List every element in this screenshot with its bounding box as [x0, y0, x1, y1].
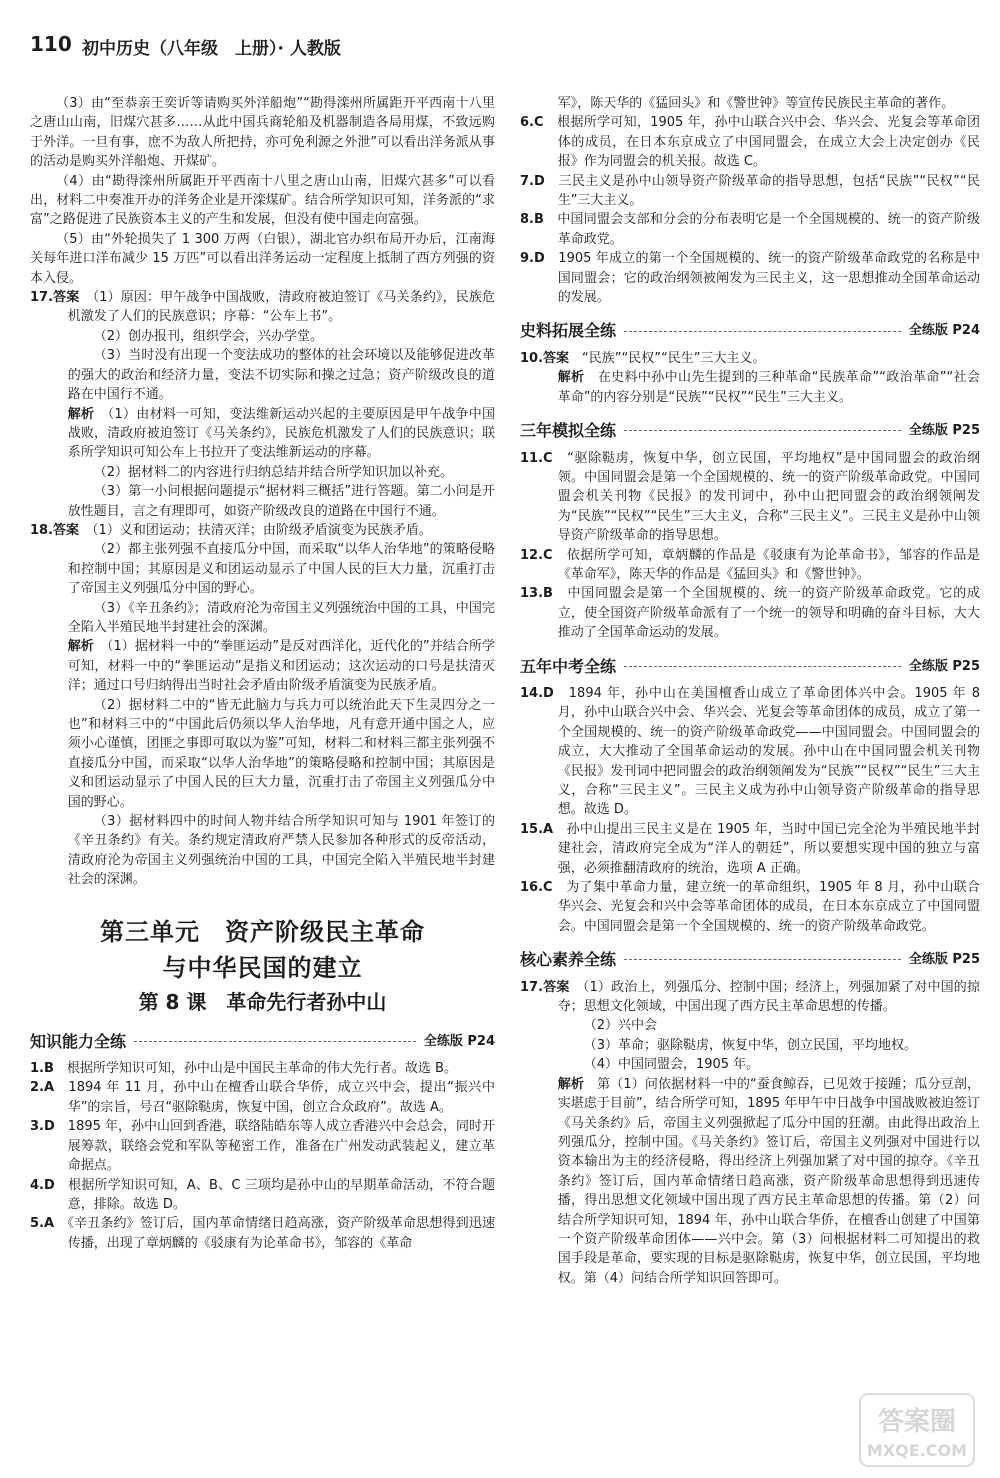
q18-exp-1: （1）据材料一中的“拳匪运动”是反对西洋化，近代化的”并结合所学可知，材料一中的“拳匪运动”是指义和团运动；这次运动的口号是扶清灭洋；通过口号归纳得出当时社会矛盾由阶级矛盾演变为民族矛盾。 — [67, 639, 495, 694]
q18-answer-1: （1）义和团运动；扶清灭洋；由阶级矛盾演变为民族矛盾。 — [92, 522, 432, 538]
item-13-num: 13.B — [520, 586, 553, 602]
item-10-text: “民族”“民权”“民生”三大主义。 — [582, 350, 766, 366]
item-4 — [30, 1176, 495, 1215]
question-17 — [30, 288, 495, 327]
answer-16-part3: （3）由“至恭亲王奕䜣等请购买外洋船炮”“勘得滦州所属距开平西南十八里之唐山山南，旧煤穴甚多……从此中国兵商轮船及机器制造各局用煤，不致远购于外洋。一旦有事，庶不为敌人所把持，亦可免利源之外泄”可以看出洋务派从事的活动是购买外洋船炮、开煤矿。 — [30, 96, 495, 170]
item-9-text: 1905 年成立的第一个全国规模的、统一的资产阶级革命政党的名称是中国同盟会；它的政治纲领被阐发为三民主义，这一思想推动全国革命运动的发展。 — [557, 251, 980, 306]
item-6-text: 根据所学可知，1905 年，孙中山联合兴中会、华兴会、光复会等革命团体的成员，在日本东京成立了中国同盟会，在成立大会上决定创办《民报》作为同盟会的机关报。故选 C。 — [557, 115, 980, 170]
item-10-num: 10.答案 — [520, 350, 570, 366]
item-1-num: 1.B — [30, 1061, 54, 1077]
item-9 — [520, 249, 980, 307]
item-13-text: 中国同盟会是第一个全国规模的、统一的资产阶级革命政党。它的成立，使全国资产阶级革命派有了一个统一的领导和明确的奋斗目标，大大推动了全国革命运动的发展。 — [557, 586, 980, 641]
question-18 — [30, 521, 495, 540]
item-8 — [520, 210, 980, 249]
q18-exp-label: 解析 — [67, 639, 94, 655]
section-core-title: 核心素养全练 — [520, 950, 617, 970]
item-14 — [520, 684, 980, 820]
section-knowledge — [30, 1032, 495, 1051]
left-column — [30, 94, 495, 1439]
q17-explanation — [30, 405, 495, 463]
section-core-ref: 全练版 P25 — [908, 952, 980, 968]
item-14-num: 14.D — [520, 685, 554, 701]
item-9-num: 9.D — [520, 251, 545, 267]
q18-exp-2: （2）据材料二中的“皆无此脑力与兵力可以统治此天下生灵四分之一也”和材料三中的“中国此后仍须以华人治华地，凡有意开通中国之人，应须小心谨慎，团匪之事即可取以为鉴”可知，材料二和材料三都主张列强不直接瓜分中国，而采取“以华人治华地”的策略侵略和控制中国；其原因是义和团运动显示了中国人民的巨大力量，沉重打击了帝国主义列强瓜分中国的野心。 — [67, 697, 495, 810]
item-2-num: 2.A — [30, 1080, 55, 1096]
section-knowledge-title: 知识能力全练 — [30, 1031, 127, 1051]
item-15-num: 15.A — [520, 821, 554, 837]
q17-exp-3: （3）第一小问根据问题提示“据材料三概括”进行答题。第二小问是开放性题目，言之有理即可，如资产阶级改良的道路在中国行不通。 — [67, 484, 495, 519]
item-10-exp: 在史料中孙中山先生提到的三种革命“民族革命”“政治革命”“社会革命”的内容分别是“民族”“民权”“民生”三大主义。 — [557, 370, 980, 405]
item-12 — [520, 546, 980, 585]
item-6-num: 6.C — [520, 115, 544, 131]
item-3-num: 3.D — [30, 1119, 55, 1135]
item-16-num: 16.C — [520, 880, 553, 896]
item-12-text: 依据所学可知，章炳麟的作品是《驳康有为论革命书》，邹容的作品是《革命军》，陈天华的作品是《猛回头》和《警世钟》。 — [557, 547, 980, 582]
watermark-logo — [858, 1392, 976, 1468]
item-13 — [520, 584, 980, 642]
item-4-num: 4.D — [30, 1177, 55, 1193]
q18-answer-3: （3）《辛丑条约》；清政府沦为帝国主义列强统治中国的工具，中国完全陷入半殖民地半封建社会的深渊。 — [67, 600, 495, 635]
book-title: 初中历史（八年级 上册）· 人教版 — [82, 39, 341, 59]
section-knowledge-ref: 全练版 P24 — [423, 1033, 495, 1049]
section-divider — [624, 430, 901, 431]
section-divider — [134, 1041, 416, 1042]
q17-answer-1: （1）原因：甲午战争中国战败，清政府被迫签订《马关条约》，民族危机激发了人们的民族意识；序幕：“公车上书”。 — [67, 290, 495, 325]
q17-answer-2: （2）创办报刊，组织学会，兴办学堂。 — [93, 328, 323, 344]
section-divider — [624, 331, 901, 332]
section-three-year-title: 三年模拟全练 — [520, 421, 617, 441]
section-sources — [520, 321, 980, 340]
item-15-text: 孙中山提出三民主义是在 1905 年，当时中国已完全沦为半殖民地半封建社会，清政府完全成为“洋人的朝廷”，所以要想实现中国的独立与富强，必须推翻清政府的统治，选项 A 正确。 — [557, 821, 980, 876]
item-11-num: 11.C — [520, 450, 553, 466]
section-five-year-title: 五年中考全练 — [520, 656, 617, 676]
item-5-continued: 军》，陈天华的《猛回头》和《警世钟》等宣传民族民主革命的著作。 — [557, 96, 955, 111]
item-10 — [520, 349, 980, 368]
section-five-year — [520, 657, 980, 676]
item-2-text: 1894 年 11 月，孙中山在檀香山联合华侨，成立兴中会，提出“振兴中华”的宗旨，号召“驱除鞑虏，恢复中国，创立合众政府”。故选 A。 — [67, 1080, 495, 1115]
q17-exp-2: （2）据材料二的内容进行归纳总结并结合所学知识加以补充。 — [93, 464, 453, 480]
item-15 — [520, 820, 980, 878]
watermark-text-2: MXQE.COM — [866, 1441, 968, 1460]
q17-number: 17.答案 — [30, 290, 80, 306]
q17-exp-label: 解析 — [67, 406, 95, 422]
item-7 — [520, 172, 980, 211]
unit-title-line1: 第三单元 资产阶级民主革命 — [100, 917, 425, 946]
core-q17-num: 17.答案 — [520, 979, 570, 995]
answer-16-part5: （5）由“外轮损失了 1 300 万两（白银），湖北官办织布局开办后，江南海关每年进口洋布减少 15 万匹”可以看出洋务运动一定程度上抵制了西方列强的资本入侵。 — [30, 231, 495, 286]
item-16-text: 为了集中革命力量，建立统一的革命组织，1905 年 8 月，孙中山联合华兴会、光复会和兴中会等革命团体的成员，在日本东京成立了中国同盟会。中国同盟会是第一个全国规模的、统一的资产阶级革命政党。 — [557, 880, 980, 934]
item-1 — [30, 1059, 495, 1078]
item-3 — [30, 1117, 495, 1175]
unit-title — [30, 914, 495, 986]
page-number: 110 — [30, 32, 72, 56]
item-5-num: 5.A — [30, 1216, 55, 1232]
section-sources-ref: 全练版 P24 — [908, 323, 980, 339]
section-three-year-ref: 全练版 P25 — [908, 423, 980, 439]
core-q17-answer-1: （1）政治上，列强瓜分、控制中国；经济上，列强加紧了对中国的掠夺；思想文化领域，中国出现了西方民主革命思想的传播。 — [557, 979, 980, 1015]
section-divider — [624, 666, 901, 667]
q18-answer-2: （2）都主张列强不直接瓜分中国，而采取“以华人治华地”的策略侵略和控制中国；其原因是义和团运动显示了中国人民的巨大力量，沉重打击了帝国主义列强瓜分中国的野心。 — [67, 542, 495, 597]
item-7-text: 三民主义是孙中山领导资产阶级革命的指导思想，包括“民族”“民权”“民生”三大主义。 — [557, 173, 980, 209]
item-4-text: 根据所学知识可知，A、B、C 三项均是孙中山的早期革命活动，不符合题意，排除。故选 D。 — [67, 1177, 495, 1212]
item-6 — [520, 113, 980, 171]
section-sources-title: 史料拓展全练 — [520, 321, 617, 341]
item-16 — [520, 878, 980, 936]
item-14-text: 1894 年，孙中山在美国檀香山成立了革命团体兴中会。1905 年 8 月，孙中山联合兴中会、华兴会、光复会等革命团体的成员，成立了第一个全国规模的、统一的资产阶级革命政党——中国同盟会。中国同盟会的成立，大大推动了全国革命运动的发展。孙中山在中国同盟会机关刊物《民报》发刊词中把同盟会的政治纲领阐发为“民族”“民权”“民生”三大主义，合称“三民主义”。三民主义成为孙中山领导资产阶级革命的指导思想。故选 D。 — [557, 685, 980, 818]
item-10-exp-label: 解析 — [557, 370, 585, 386]
watermark-text-1: 答案圈 — [877, 1407, 957, 1437]
core-q17-explanation — [520, 1075, 980, 1288]
unit-title-line2: 与中华民国的建立 — [162, 953, 363, 982]
q18-exp-3: （3）据材料四中的时间人物并结合所学知识可知与 1901 年签订的《辛丑条约》有关。条约规定清政府严禁人民参加各种形式的反帝活动，清政府沦为帝国主义列强统治中国的工具，中国完全陷入半殖民地半封建社会的深渊。 — [67, 814, 495, 888]
lesson-title: 第 8 课 革命先行者孙中山 — [138, 989, 387, 1014]
item-8-num: 8.B — [520, 212, 544, 228]
section-divider — [624, 959, 901, 960]
q18-explanation — [30, 637, 495, 695]
section-three-year — [520, 421, 980, 440]
item-12-num: 12.C — [520, 547, 553, 563]
item-11 — [520, 449, 980, 546]
item-8-text: 中国同盟会支部和分会的分布表明它是一个全国规模的、统一的资产阶级革命政党。 — [557, 212, 980, 247]
section-five-year-ref: 全练版 P25 — [908, 658, 980, 674]
page-header — [30, 32, 970, 72]
item-1-text: 根据所学知识可知，孙中山是中国民主革命的伟大先行者。故选 B。 — [66, 1061, 457, 1077]
item-2 — [30, 1078, 495, 1117]
answer-16-part4: （4）由“勘得滦州所属距开平西南十八里之唐山山南，旧煤穴甚多”可以看出，材料二中奏准开办的洋务企业是开滦煤矿。结合所学知识可知，洋务派的“求富”之路促进了民族资本主义的产生和发展，但没有使中国走向富强。 — [30, 173, 495, 228]
core-q17-answer-2: （2）兴中会 — [583, 1018, 657, 1034]
item-7-num: 7.D — [520, 173, 545, 189]
core-question-17 — [520, 978, 980, 1017]
item-10-explanation — [520, 368, 980, 407]
section-core — [520, 950, 980, 969]
q17-answer-3: （3）当时没有出现一个变法成功的整体的社会环境以及能够促进改革的强大的政治和经济力量，变法不切实际和操之过急；资产阶级改良的道路在中国行不通。 — [67, 348, 495, 403]
core-q17-exp: 第（1）问依据材料一中的“蚕食鲸吞，已见效于接踵；瓜分豆剖，实堪虑于目前”，结合所学可知，1895 年甲午中日战争中国战败被迫签订《马关条约》后，帝国主义列强掀起了瓜分中国的狂潮。由此得出政治上列强瓜分，控制中国。《马关条约》签订后，帝国主义列强对中国进行以资本输出为主的经济侵略，得出经济上列强加紧了对中国的掠夺。《辛丑条约》签订后，国内革命情绪日趋高涨，资产阶级革命思想得到迅速传播，得出思想文化领域中国出现了西方民主革命思想的传播。第（2）问结合所学知识可知，1894 年，孙中山联合华侨，在檀香山创建了中国第一个资产阶级革命团体——兴中会。第（3）问根据材料二可知提出的救国手段是革命，要实现的目标是驱除鞑虏，恢复中华，创立民国，平均地权。第（4）问结合所学知识回答即可。 — [557, 1076, 980, 1286]
item-11-text: “驱除鞑虏，恢复中华，创立民国，平均地权”是中国同盟会的政治纲领。中国同盟会是第一个全国规模的、统一的资产阶级革命政党。中国同盟会机关刊物《民报》的发刊词中，孙中山把同盟会的政治纲领阐发为“民族”“民权”“民生”三大主义，合称“三民主义”。三民主义是孙中山领导资产阶级革命的指导思想。 — [557, 450, 980, 544]
item-3-text: 1895 年，孙中山回到香港，联络陆皓东等人成立香港兴中会总会，同时开展筹款，联络会党和军队等秘密工作，准备在广州发动武装起义，建立革命据点。 — [67, 1119, 496, 1174]
item-5 — [30, 1214, 495, 1253]
core-q17-answer-4: （4）中国同盟会，1905 年。 — [583, 1057, 760, 1073]
core-q17-answer-3: （3）革命；驱除鞑虏，恢复中华，创立民国，平均地权。 — [583, 1037, 917, 1053]
core-q17-exp-label: 解析 — [557, 1076, 584, 1092]
q17-exp-1: （1）由材料一可知，变法维新运动兴起的主要原因是甲午战争中国战败，清政府被迫签订《马关条约》，民族危机激发了人们的民族意识；联系所学知识可知公车上书拉开了变法维新运动的序幕。 — [67, 406, 495, 461]
item-5-text: 《辛丑条约》签订后，国内革命情绪日趋高涨，资产阶级革命思想得到迅速传播，出现了章炳麟的《驳康有为论革命书》，邹容的《革命 — [67, 1216, 495, 1251]
q18-number: 18.答案 — [30, 522, 80, 538]
right-column — [520, 94, 980, 1439]
